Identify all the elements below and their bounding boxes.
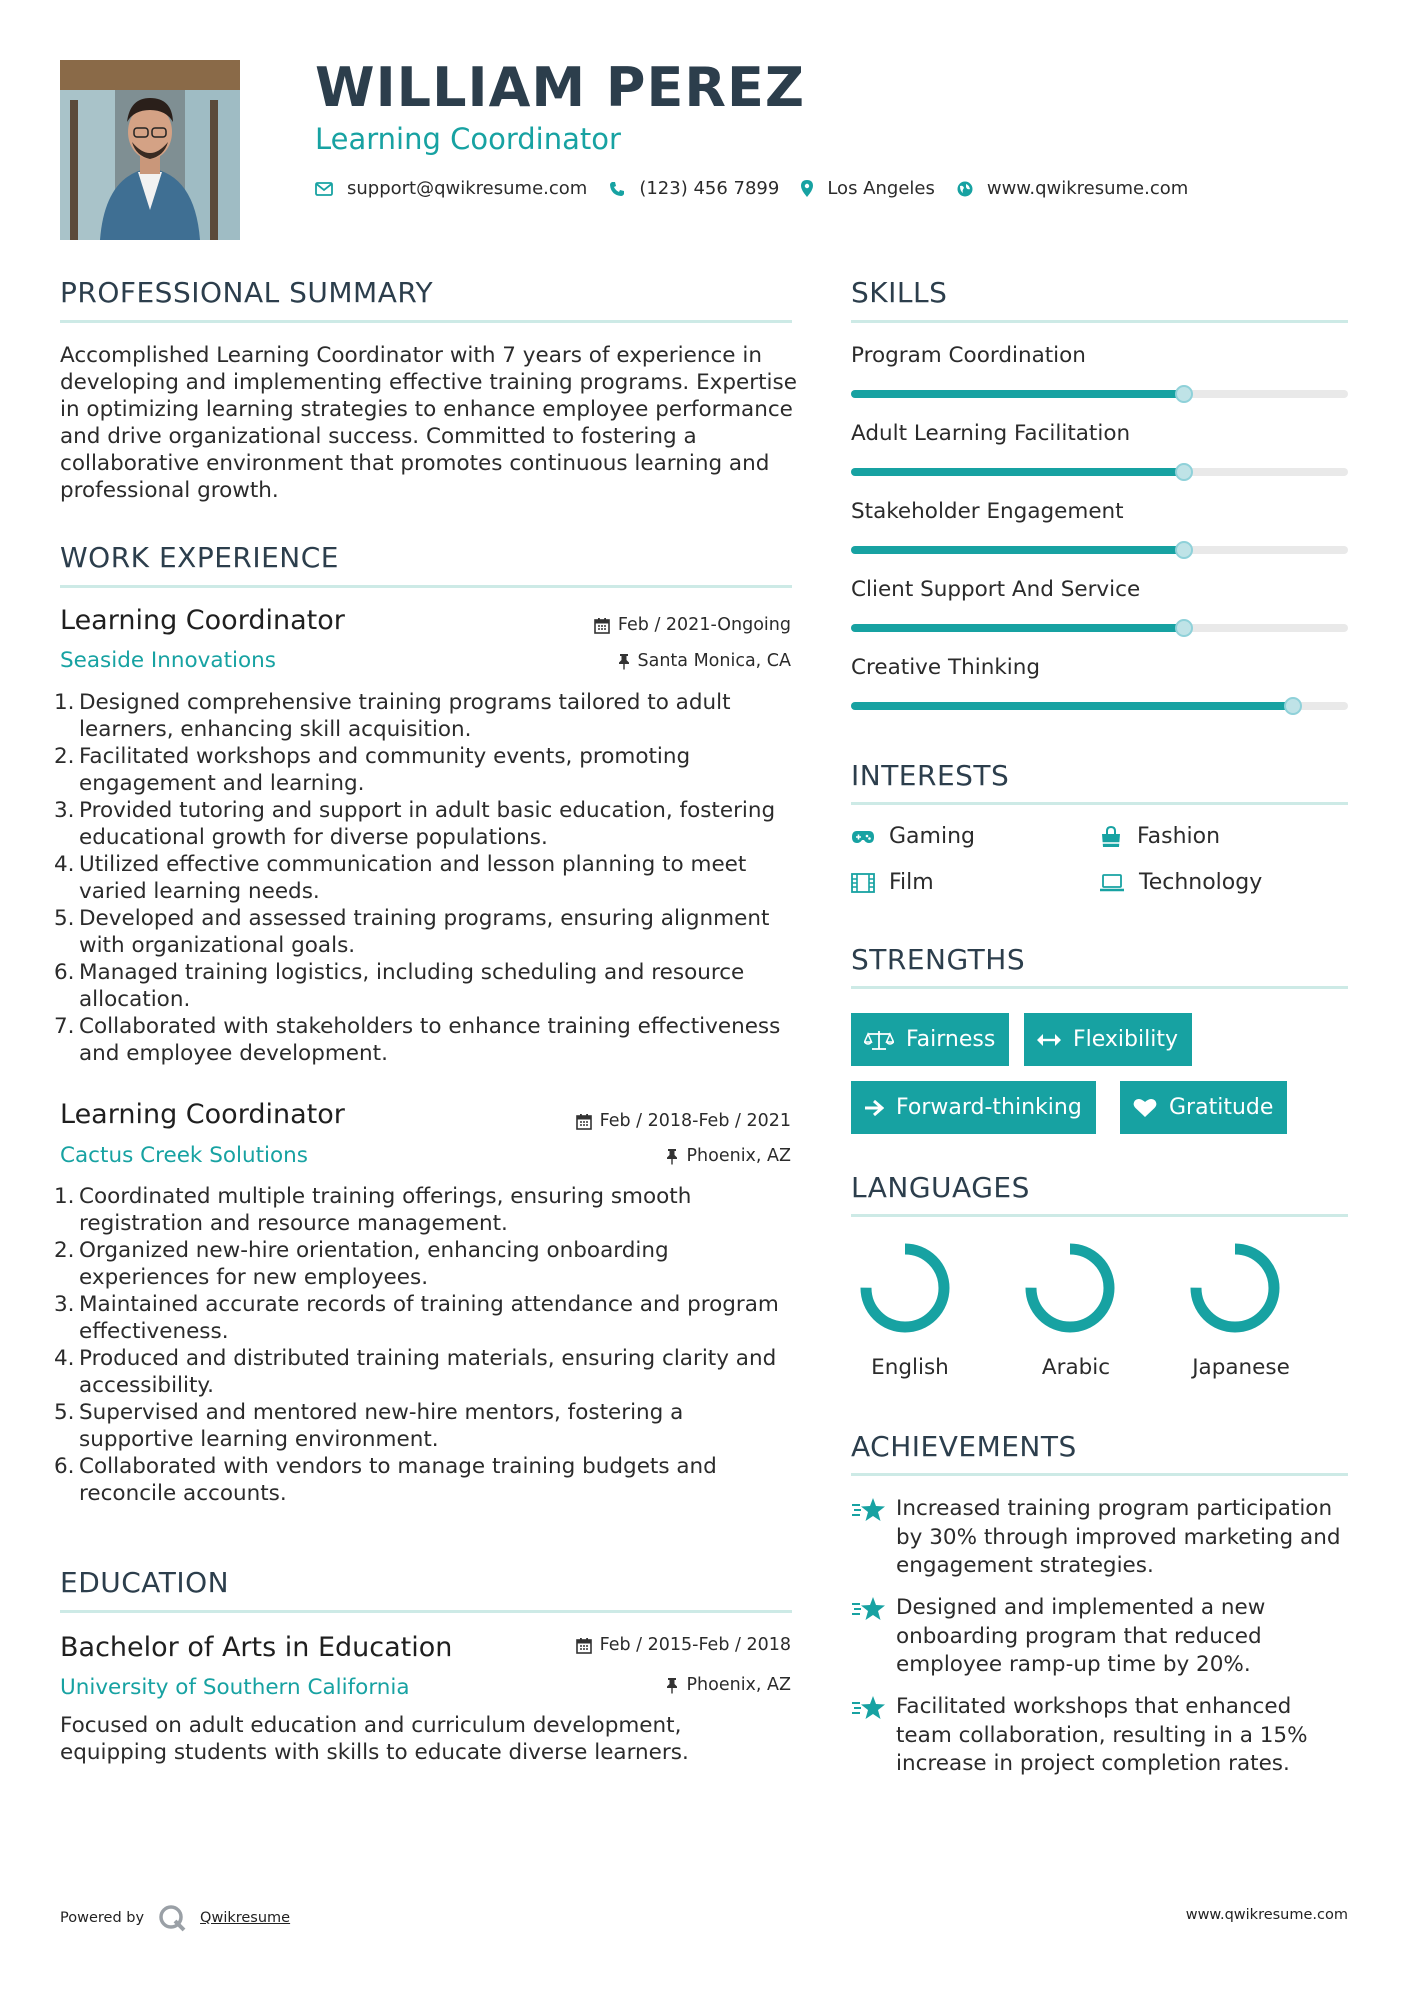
arrows-horizontal-icon [1037, 1033, 1061, 1047]
experience-heading: WORK EXPERIENCE [60, 541, 339, 574]
education-location-text: Phoenix, AZ [686, 1675, 791, 1695]
interest-item [851, 824, 975, 849]
list-item: 5. Supervised and mentored new-hire mentors, fostering a supportive learning environment. [54, 1400, 684, 1452]
job-bullets [54, 689, 800, 1067]
skill-bar [851, 624, 1348, 632]
skill-knob [1175, 619, 1193, 637]
contact-website[interactable]: www.qwikresume.com [986, 178, 1189, 199]
interest-item [1099, 870, 1262, 895]
profile-photo [60, 60, 240, 240]
language-ring [1189, 1242, 1281, 1334]
strength-label: Flexibility [1073, 1027, 1178, 1052]
calendar-icon [576, 1637, 592, 1654]
summary-heading: PROFESSIONAL SUMMARY [60, 276, 434, 309]
interest-label: Technology [1139, 870, 1263, 895]
list-item: 4. Utilized effective communication and lesson planning to meet varied learning needs. [54, 852, 747, 904]
interests-divider [851, 802, 1348, 805]
skill-fill [851, 546, 1184, 554]
skill-fill [851, 624, 1184, 632]
job-location [618, 651, 792, 671]
company-name: Cactus Creek Solutions [60, 1143, 309, 1168]
skill-fill [851, 702, 1293, 710]
education-location [666, 1675, 791, 1695]
skill-bar [851, 546, 1348, 554]
skills-heading: SKILLS [851, 276, 948, 309]
job-location [666, 1146, 791, 1166]
job-location-text: Phoenix, AZ [686, 1146, 791, 1166]
job-location-text: Santa Monica, CA [637, 651, 791, 671]
company-name: Seaside Innovations [60, 648, 276, 673]
achievement-item [851, 1495, 1351, 1581]
education-text: Focused on adult education and curriculum development, equipping students with skills to educate diverse learners. [60, 1713, 689, 1765]
phone-icon [609, 181, 625, 197]
strength-label: Forward-thinking [896, 1095, 1082, 1120]
list-item: 7. Collaborated with stakeholders to enhance training effectiveness and employee development. [54, 1014, 781, 1066]
education-dates [576, 1635, 791, 1655]
interests-heading: INTERESTS [851, 759, 1010, 792]
strength-chip [1120, 1081, 1287, 1134]
list-item: 6. Managed training logistics, including scheduling and resource allocation. [54, 960, 745, 1012]
strength-chip [851, 1081, 1096, 1134]
interest-label: Fashion [1137, 824, 1221, 849]
job-dates [594, 615, 791, 635]
skill-fill [851, 468, 1184, 476]
skill-bar [851, 468, 1348, 476]
degree-title: Bachelor of Arts in Education [60, 1632, 453, 1663]
skill-bar [851, 390, 1348, 398]
strength-chip [851, 1013, 1009, 1066]
footer-powered [60, 1904, 290, 1932]
language-label: English [871, 1355, 949, 1380]
contact-phone[interactable]: (123) 456 7899 [639, 178, 780, 199]
list-item: 6. Collaborated with vendors to manage training budgets and reconcile accounts. [54, 1454, 717, 1506]
language-label: Japanese [1192, 1355, 1290, 1380]
pin-icon [666, 1148, 678, 1165]
star-icon [851, 1695, 886, 1721]
pin-icon [618, 653, 630, 670]
interest-label: Gaming [889, 824, 975, 849]
candidate-name: WILLIAM PEREZ [315, 56, 805, 119]
qwikresume-logo-icon [158, 1904, 188, 1932]
skill-knob [1284, 697, 1302, 715]
candidate-title: Learning Coordinator [315, 122, 621, 156]
language-ring [1024, 1242, 1116, 1334]
skill-bar [851, 702, 1348, 710]
skill-label: Client Support And Service [851, 577, 1141, 602]
arrow-right-icon [864, 1099, 884, 1117]
contact-location: Los Angeles [827, 178, 935, 199]
strength-label: Fairness [906, 1027, 996, 1052]
job-title: Learning Coordinator [60, 605, 345, 636]
balance-scale-icon [864, 1029, 894, 1051]
globe-icon [957, 181, 973, 197]
film-icon [851, 873, 875, 893]
contact-email[interactable]: support@qwikresume.com [347, 178, 588, 199]
achievements-heading: ACHIEVEMENTS [851, 1430, 1077, 1463]
school-name: University of Southern California [60, 1675, 410, 1700]
interest-item [851, 870, 934, 895]
star-icon [851, 1497, 886, 1523]
list-item: 3. Provided tutoring and support in adult basic education, fostering educational growth for diverse populations. [54, 798, 776, 850]
list-item: 1. Designed comprehensive training programs tailored to adult learners, enhancing skill acquisition. [54, 690, 731, 742]
star-icon [851, 1596, 886, 1622]
languages-divider [851, 1214, 1348, 1217]
achievement-text: Facilitated workshops that enhanced team collaboration, resulting in a 15% increase in project completion rates. [896, 1694, 1308, 1776]
education-divider [60, 1610, 792, 1613]
job-bullets [54, 1183, 800, 1507]
strength-chip [1024, 1013, 1192, 1066]
skill-knob [1175, 541, 1193, 559]
job-dates-text: Feb / 2018-Feb / 2021 [599, 1111, 791, 1131]
list-item: 1. Coordinated multiple training offerings, ensuring smooth registration and resource management. [54, 1184, 692, 1236]
skill-label: Adult Learning Facilitation [851, 421, 1131, 446]
skill-knob [1175, 463, 1193, 481]
language-label: Arabic [1041, 1355, 1111, 1380]
skill-fill [851, 390, 1184, 398]
achievement-text: Increased training program participation by 30% through improved marketing and engagement strategies. [896, 1496, 1341, 1578]
shopping-bag-icon [1099, 826, 1123, 848]
job-title: Learning Coordinator [60, 1099, 345, 1130]
achievement-item [851, 1594, 1351, 1680]
contact-bar [315, 178, 1210, 199]
skill-label: Creative Thinking [851, 655, 1041, 680]
gamepad-icon [851, 829, 875, 845]
envelope-icon [315, 182, 333, 196]
list-item: 2. Organized new-hire orientation, enhancing onboarding experiences for new employees. [54, 1238, 669, 1290]
summary-text: Accomplished Learning Coordinator with 7 years of experience in developing and implementing effective training programs. Expertise in optimizing learning strategies to enhance employee performance and drive organizational success. Committed to fostering a collaborative environment that promotes continuous learning and professional growth. [60, 343, 797, 503]
strengths-heading: STRENGTHS [851, 943, 1026, 976]
interest-label: Film [889, 870, 934, 895]
strengths-divider [851, 986, 1348, 989]
summary-divider [60, 320, 792, 323]
education-dates-text: Feb / 2015-Feb / 2018 [599, 1635, 791, 1655]
experience-divider [60, 585, 792, 588]
heart-icon [1133, 1097, 1157, 1118]
map-marker-icon [801, 180, 813, 197]
strength-label: Gratitude [1169, 1095, 1274, 1120]
calendar-icon [594, 617, 610, 634]
list-item: 4. Produced and distributed training materials, ensuring clarity and accessibility. [54, 1346, 777, 1398]
brand-link[interactable]: Qwikresume [200, 1910, 291, 1926]
interest-item [1099, 824, 1220, 849]
achievement-text: Designed and implemented a new onboarding program that reduced employee ramp-up time by 20%. [896, 1595, 1266, 1677]
language-ring [859, 1242, 951, 1334]
skill-knob [1175, 385, 1193, 403]
achievement-item [851, 1693, 1351, 1779]
achievements-divider [851, 1473, 1348, 1476]
skill-label: Stakeholder Engagement [851, 499, 1124, 524]
laptop-icon [1099, 874, 1125, 892]
pin-icon [666, 1677, 678, 1694]
list-item: 3. Maintained accurate records of training attendance and program effectiveness. [54, 1292, 779, 1344]
list-item: 2. Facilitated workshops and community events, promoting engagement and learning. [54, 744, 691, 796]
languages-heading: LANGUAGES [851, 1171, 1030, 1204]
footer-site[interactable]: www.qwikresume.com [1185, 1907, 1348, 1923]
skills-divider [851, 320, 1348, 323]
job-dates [576, 1111, 791, 1131]
powered-by-text: Powered by [60, 1910, 145, 1926]
job-dates-text: Feb / 2021-Ongoing [617, 615, 791, 635]
skill-label: Program Coordination [851, 343, 1086, 368]
calendar-icon [576, 1113, 592, 1130]
education-heading: EDUCATION [60, 1566, 230, 1599]
list-item: 5. Developed and assessed training programs, ensuring alignment with organizational goals. [54, 906, 770, 958]
